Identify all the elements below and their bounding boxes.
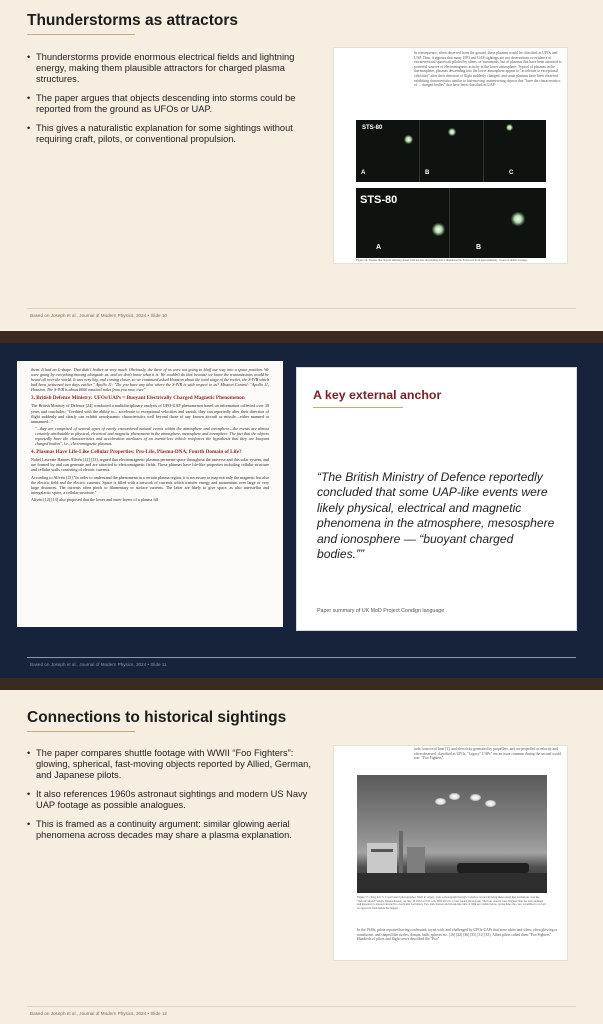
photo-label: B [425,170,430,176]
coast-guard-photo [357,775,547,893]
paper-paragraph: According to Alfvén [13] "In order to understand the phenomena in a certain plasma region, it is necessary to map not only the magnetic but also the electric field and the electric currents. Space is filled with a network of currents which transfer energy and momentum over large or very large distances. The currents often pinch to filamentary or surface currents. The latter are likely to give space, as also interstellar and intergalactic space, a cellular structure." [31,474,269,495]
bullet-item: • Thunderstorms provide enormous electrical fields and lightning energy, making them plausible attractors for charged plasma structures. [27,52,312,85]
title-underline [27,731,135,732]
paper-paragraph: The British Ministry of Defence [24] conducted a multidisciplinary analysis of UFO-UAP phenomenon based on information collected over 30 years and concludes: "Credited with the ability to... accelerate to exceptional velocities and vanish, they can reportedly alter their direction of flight suddenly and clearly can exhibit aerodynamic characteristics well beyond those of any known aircraft or missile—either manned or unmanned..." [31,403,269,424]
slide-title: Connections to historical sightings [27,709,287,726]
slide-footer: Based on Joseph et al., Journal of Modern Physics, 2024 • Slide 11 [30,662,167,667]
paper-text: tude, sources of heat [1], and electricity generated by propellers, and are propelled at velocity and often observed, classified as UFOs. "Legacy" UAPs" are an issue common during the second world war: "Foo Fighters". [414,747,561,761]
bullet-list [27,52,312,153]
title-underline [313,407,403,408]
bullet-item: • The paper compares shuttle footage with WWII “Foo Fighters”: glowing, spherical, fast-moving objects reported by Allied, German, and Japanese pilots. [27,748,312,781]
footer-rule [27,308,576,309]
anchor-title: A key external anchor [313,388,442,402]
quote-card [296,367,577,631]
photo-label: STS-80 [360,194,398,206]
paper-paragraph: Nobel Laureate Hannes Alfvén [12] [13], argued that electromagnetic plasmas permeate space throughout the universe and this solar system, and are formed by and can generate and are attracted to electromagnetic fields. These plasmas have life-like properties including cellular structure and cellular walls consisting of electric currents. [31,457,269,473]
paper-page-image [17,361,283,627]
figure-caption: Figure 17. (Top) A U.S. Coast Guard photographer, Shell R. Alpert, took a photograph through a window screen showing these aloud like formations over the "historic island" Salem, Massachusetts, on July 16 1952 at 9:35 a.m. Official U.S. Coast Guard photograph. The four objects were brighter than the surroundings and appeared to spread outward in a lenticular formation. Two dark masses and streak-like tails of light are visible below. At the time, the crew scrambled to record an approach from inside the hangar. [357,896,546,910]
pull-quote: “The British Ministry of Defence reportedly concluded that some UAP-like events were likely physical, electrical and magnetic phenomena in the atmosphere, mesosphere and ionosphere — “buoyant charged bodies.”” [317,470,555,562]
bullet-item: • This gives a naturalistic explanation for some sightings without requiring craft, pilots, or conventional propulsion. [27,123,312,145]
paper-excerpt-image [333,47,568,264]
bullet-item: • The paper argues that objects descending into storms could be reported from the ground as UFOs or UAP. [27,93,312,115]
paper-section-heading: 3. British Defence Ministry: UFOs/UAPs = Buoyant Electrically Charged Magnetic Phenomenon [31,395,245,402]
paper-paragraph: "...they are comprised of several types of rarely encountered natural events within the atmosphere and ionosphere—the events are almost certainly attributable to physical, electrical and magnetic phenomena in the atmosphere, mesosphere and ionosphere. The fact that the objects reportedly have the characteristics and acceleration attributes of an inertia-less vehicle reinforces the hypothesis that they are buoyant charged bodies", i.e., electromagnetic plasmas. [35,425,269,447]
slide-title: Thunderstorms as attractors [27,12,239,29]
photo-label: A [361,170,366,176]
sts80-photo-strip [356,120,546,182]
photo-label: C [509,170,514,176]
paper-text: In the 1940s, pilots reported having confronted, toyed with, and challenged by UFOs-UAPs that were white and silver, often glowing or translucent, and shaped like circles, donuts, balls, spheres etc. [16] [22] [36] [35] [31] [33]. Allied pilots called them "Foo Fighters". Hundreds of pilots and flight crews described the "Foo" [357,928,558,942]
quote-source: Paper summary of UK MoD Project Condign language [317,608,445,614]
bullet-item: • This is framed as a continuity argument: similar glowing aerial phenomena across decades may share a plasma explanation. [27,819,312,841]
paper-paragraph: Alfvén [12] [13] also proposed that the lower and outer layers of a plasma fill [31,496,159,502]
bullet-item: • It also references 1960s astronaut sightings and modern US Navy UAP footage as possible analogues. [27,789,312,811]
paper-excerpt-image [333,745,568,961]
slide-footer: Based on Joseph et al., Journal of Modern Physics, 2024 • Slide 12 [30,1011,167,1016]
sts80-photo-closeup [356,188,546,258]
footer-rule [27,657,576,658]
figure-caption: Figure 16. Plasma-like objects shifting phases with nuclear descending into a thunderstorm. Extracted from approximately 1 hour of shuttle footage. [356,259,528,262]
title-underline [27,34,135,35]
photo-label: B [476,244,482,251]
paper-section-heading: 4. Plasmas Have Life-Like Cellular Properties: Pro-Life, Plasma-DNA, Fourth Domain of Life? [31,449,242,456]
photo-label: STS-80 [362,125,383,131]
slide-11 [0,343,603,678]
slide-10 [0,0,603,331]
photo-label: A [376,244,382,251]
footer-rule [27,1006,576,1007]
slide-12 [0,690,603,1024]
paper-paragraph: them. It had an L-shape. That didn't bother us very much. Obviously, the three of us were not going to bluff our way into a space position. We were going by everything moving alongside us, and we don't know what it is. We couldn't do that because we know the transmissions would be heard all over the world. It was very big, and coming closer, so we continued asked Houston about the total stage of the rocket, the S-IVB which had been jettisoned two days earlier." Apollo 11: "Do you have any idea where the S-IVB is with respect to us? Mission Control: "Apollo 11, Houston. The S-IVB is about 6000 nautical miles from you now, over" [31,367,269,393]
paper-text: In consequence, when observed from the ground, these plasmas would be classified as UFOs and UAP. Thus, it appears that many UFO and UAP sightings are not observations or evidence of extraterrestrial spacecraft piloted by aliens, or humanoids, but of plasmas that have been attracted to powerful sources of electromagnetic activity in the lower atmosphere. Typical of plasmas in the thermosphere, plasmas descending into the lower atmosphere appear to "accelerate to exceptional velocities" after their direction of flight suddenly changed, and some plasmas have been observed exhibiting characteristics similar to fast-moving, maneuvering objects that "have the characteristics of ... charged bodies" that have been classified as UAP. [414,51,562,88]
bullet-list [27,748,312,849]
slide-footer: Based on Joseph et al., Journal of Modern Physics, 2024 • Slide 10 [30,313,167,318]
